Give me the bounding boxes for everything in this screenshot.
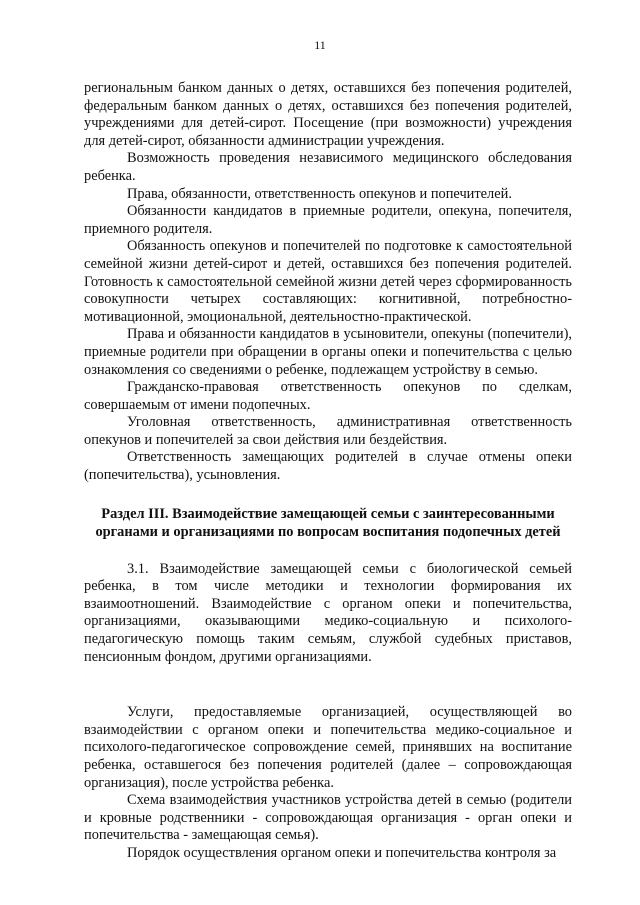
section-heading-line: Раздел III. Взаимодействие замещающей семьи с заинтересованными bbox=[101, 505, 555, 522]
section-heading-line: органами и организациями по вопросам воспитания подопечных детей bbox=[95, 523, 561, 540]
paragraph-3-1: 3.1. Взаимодействие замещающей семьи с биологической семьей ребенка, в том числе методики и технологии формирования их взаимоотношений. Взаимодействие с органом опеки и попечительства, организациями, оказывающими медико-социальную и психолого-педагогическую помощь таким семьям, службой судебных приставов, пенсионным фондом, другими организациями. bbox=[84, 560, 572, 665]
paragraph: Права и обязанности кандидатов в усыновители, опекуны (попечители), приемные родители при обращении в органы опеки и попечительства с целью ознакомления со сведениями о ребенке, подлежащем устройству в семью. bbox=[84, 326, 572, 378]
paragraph: Уголовная ответственность, административная ответственность опекунов и попечителей за свои действия или бездействия. bbox=[84, 414, 572, 448]
section-heading bbox=[84, 505, 572, 541]
paragraph: Схема взаимодействия участников устройства детей в семью (родители и кровные родственники - сопровождающая организация - орган опеки и попечительства - замещающая семья). bbox=[84, 792, 572, 844]
paragraph: Порядок осуществления органом опеки и попечительства контроля за bbox=[127, 844, 557, 861]
paragraph: Обязанности кандидатов в приемные родители, опекуна, попечителя, приемного родителя. bbox=[84, 203, 572, 237]
paragraph: Права, обязанности, ответственность опекунов и попечителей. bbox=[127, 185, 512, 202]
page-number: 11 bbox=[314, 38, 326, 52]
paragraph: Гражданско-правовая ответственность опекунов по сделкам, совершаемым от имени подопечных. bbox=[84, 379, 572, 413]
paragraph: Обязанность опекунов и попечителей по подготовке к самостоятельной семейной жизни детей-сирот и детей, оставшихся без попечения родителей. Готовность к самостоятельной семейной жизни детей через сформированность совокупности четырех составляющих: когнитивной, потребностно-мотивационной, эмоциональной, деятельностно-практической. bbox=[84, 238, 572, 325]
paragraph: Ответственность замещающих родителей в случае отмены опеки (попечительства), усыновления. bbox=[84, 449, 572, 484]
paragraph: Возможность проведения независимого медицинского обследования ребенка. bbox=[84, 150, 572, 184]
paragraph: региональным банком данных о детях, оставшихся без попечения родителей, федеральным банком данных о детях, оставшихся без попечения родителей, учреждениями для детей-сирот. Посещение (при возможности) учреждения для детей-сирот, обязанности администрации учреждения. bbox=[84, 80, 572, 149]
paragraph: Услуги, предоставляемые организацией, осуществляющей во взаимодействии с органом опеки и попечительства медико-социальное и психолого-педагогическое сопровождение семей, принявших на воспитание ребенка, оставшегося без попечения родителей (далее – сопровождающая организация), после устройства ребенка. bbox=[84, 704, 572, 791]
document-body bbox=[84, 80, 572, 863]
